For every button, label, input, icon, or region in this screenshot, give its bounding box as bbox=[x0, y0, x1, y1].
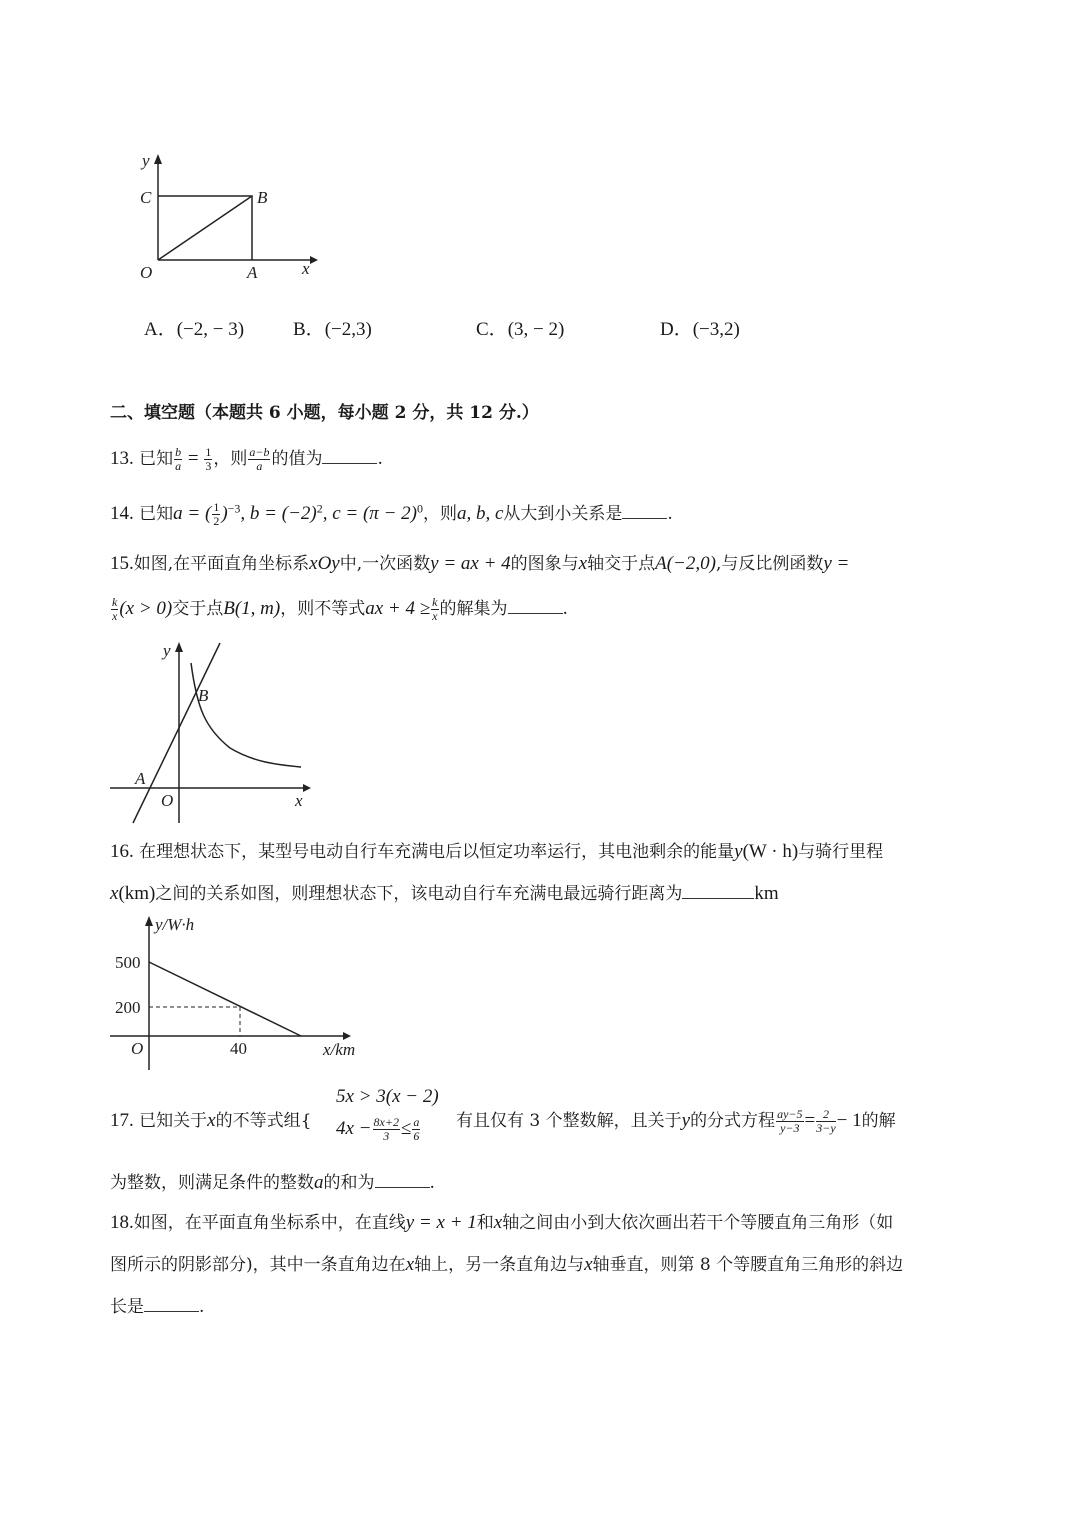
math: ax + 4 ≥ bbox=[365, 598, 431, 619]
num: ay−5 bbox=[777, 1107, 803, 1121]
question-13 bbox=[110, 444, 383, 473]
den: 3 bbox=[383, 1129, 390, 1143]
math: y = bbox=[823, 553, 850, 574]
text: 已知 bbox=[139, 449, 174, 469]
question-number: 15. bbox=[110, 553, 134, 574]
label-y: y bbox=[142, 151, 150, 170]
option-key: B． bbox=[293, 319, 325, 340]
question-number: 14. bbox=[110, 503, 134, 524]
text: 如图，在平面直角坐标系中，在直线 bbox=[133, 1213, 406, 1233]
text: 在理想状态下，某型号电动自行车充满电后以恒定功率运行，其电池剩余的能量 bbox=[139, 842, 735, 862]
label-b: B bbox=[198, 686, 209, 705]
text: ，则 bbox=[422, 504, 457, 524]
math: (x > 0) bbox=[119, 598, 173, 619]
option-key: A． bbox=[144, 319, 177, 340]
question-number: 17. bbox=[110, 1110, 134, 1131]
question-17-line2 bbox=[110, 1168, 435, 1194]
option-b[interactable] bbox=[293, 314, 372, 341]
math: A(−2,0) bbox=[655, 553, 716, 574]
math: B(1, m) bbox=[223, 598, 281, 619]
text: 长是 bbox=[110, 1297, 144, 1317]
option-c[interactable] bbox=[476, 314, 564, 341]
math: y bbox=[681, 1110, 691, 1131]
option-value: (−3,2) bbox=[692, 319, 740, 340]
text: 轴垂直，则第 8 个等腰直角三角形的斜边 bbox=[592, 1255, 904, 1275]
question-14 bbox=[110, 499, 673, 528]
text: 的解集为 bbox=[439, 599, 508, 619]
text: ，则 bbox=[213, 449, 248, 469]
fraction bbox=[412, 1116, 420, 1143]
text: 已知 bbox=[139, 504, 174, 524]
den: x bbox=[432, 609, 438, 623]
fraction bbox=[816, 1108, 835, 1135]
math: y = x + 1 bbox=[405, 1212, 477, 1233]
text: . bbox=[377, 449, 383, 469]
y-axis-label: y/W·h bbox=[155, 915, 195, 934]
text: 图所示的阴影部分)，其中一条直角边在 bbox=[110, 1255, 406, 1275]
text: 的分式方程 bbox=[690, 1111, 776, 1131]
num: a bbox=[413, 1115, 420, 1129]
math: y bbox=[734, 841, 743, 862]
question-number: 18. bbox=[110, 1212, 134, 1233]
math: xOy bbox=[309, 553, 340, 574]
text: 的值为 bbox=[271, 449, 323, 469]
math: ≤ bbox=[400, 1118, 412, 1139]
answer-blank[interactable] bbox=[682, 884, 754, 899]
math: , c = (π − 2) bbox=[322, 503, 417, 524]
answer-blank[interactable] bbox=[144, 1297, 199, 1312]
num: 1 bbox=[213, 500, 220, 514]
fraction bbox=[204, 446, 212, 473]
text: 有且仅有 3 个整数解，且关于 bbox=[456, 1111, 682, 1131]
tick-500: 500 bbox=[115, 953, 141, 972]
label-a: A bbox=[135, 769, 146, 788]
question-number: 13. bbox=[110, 448, 134, 469]
text: 与骑行里程 bbox=[798, 842, 884, 862]
num: k bbox=[112, 595, 118, 609]
fraction bbox=[174, 446, 182, 473]
math: x bbox=[405, 1254, 415, 1275]
math: x bbox=[584, 1254, 593, 1275]
inequality-1: 5x > 3(x − 2) bbox=[336, 1086, 439, 1107]
label-c: C bbox=[140, 188, 152, 207]
fraction bbox=[248, 446, 270, 473]
question-18-line1 bbox=[110, 1208, 893, 1234]
num: k bbox=[432, 595, 438, 609]
den: x bbox=[112, 609, 118, 623]
question-16-line1 bbox=[110, 837, 883, 863]
text: ,与反比例函数 bbox=[715, 554, 824, 574]
label-x: x bbox=[302, 259, 310, 278]
question-18-line2 bbox=[110, 1250, 903, 1276]
answer-blank[interactable] bbox=[508, 599, 563, 614]
text: 的图象与 bbox=[510, 554, 579, 574]
unit: km bbox=[754, 883, 779, 904]
math: a, b, c bbox=[456, 503, 504, 524]
option-value: (3, − 2) bbox=[507, 319, 565, 340]
math: , b = (−2) bbox=[240, 503, 317, 524]
math: x bbox=[578, 553, 588, 574]
figure-rectangle-oabc bbox=[110, 148, 340, 288]
question-18-line3 bbox=[110, 1292, 204, 1317]
x-axis-label: x/km bbox=[323, 1040, 356, 1059]
den: 3−y bbox=[816, 1121, 836, 1135]
fraction bbox=[111, 596, 118, 623]
text: 交于点 bbox=[172, 599, 224, 619]
math: − 1 bbox=[836, 1110, 862, 1131]
text: 的不等式组{ bbox=[215, 1111, 312, 1131]
label-o: O bbox=[161, 791, 174, 810]
label-a: A bbox=[247, 263, 258, 282]
option-d[interactable] bbox=[660, 314, 740, 341]
num: 2 bbox=[816, 1108, 835, 1122]
text: . bbox=[199, 1297, 205, 1317]
text: 的解 bbox=[861, 1111, 896, 1131]
question-16-line2 bbox=[110, 879, 779, 905]
unit: (km) bbox=[118, 883, 156, 904]
tick-200: 200 bbox=[115, 998, 141, 1017]
math: x bbox=[110, 883, 119, 904]
fraction bbox=[431, 596, 438, 623]
answer-blank[interactable] bbox=[375, 1173, 430, 1188]
math: = bbox=[804, 1110, 816, 1131]
text: 中,一次函数 bbox=[339, 554, 431, 574]
section-heading: 二、填空题（本题共 6 小题，每小题 2 分，共 12 分.） bbox=[110, 403, 539, 423]
fraction bbox=[776, 1108, 803, 1135]
label-y: y bbox=[163, 641, 171, 660]
unit: (W · h) bbox=[742, 841, 799, 862]
text: 已知关于 bbox=[139, 1111, 208, 1131]
math: a = ( bbox=[173, 503, 212, 524]
text: . bbox=[562, 599, 568, 619]
label-x: x bbox=[295, 791, 303, 810]
text: = bbox=[183, 448, 204, 469]
den: a bbox=[256, 459, 263, 473]
exponent: −3 bbox=[227, 501, 241, 516]
question-number: 16. bbox=[110, 841, 134, 862]
figure-q16-energy-graph bbox=[105, 910, 375, 1075]
num: 8x+2 bbox=[373, 1115, 399, 1129]
fraction bbox=[373, 1116, 400, 1143]
tick-40: 40 bbox=[230, 1039, 247, 1058]
math: ) bbox=[221, 503, 228, 524]
text: . bbox=[429, 1173, 435, 1193]
den: 3 bbox=[205, 459, 212, 473]
math: x bbox=[207, 1110, 216, 1131]
answer-blank[interactable] bbox=[322, 449, 377, 464]
label-b: B bbox=[257, 188, 268, 207]
math: y = ax + 4 bbox=[430, 553, 511, 574]
option-a[interactable] bbox=[144, 314, 244, 341]
fraction bbox=[212, 501, 220, 528]
text: 从大到小关系是 bbox=[503, 504, 623, 524]
exponent: 2 bbox=[316, 501, 323, 516]
text: 之间的关系如图，则理想状态下，该电动自行车充满电最远骑行距离为 bbox=[155, 884, 683, 904]
den: y−3 bbox=[780, 1121, 800, 1135]
label-o: O bbox=[140, 263, 153, 282]
num: 1 bbox=[205, 445, 212, 459]
math: x bbox=[493, 1212, 503, 1233]
text: 和 bbox=[476, 1213, 494, 1233]
text: 的和为 bbox=[323, 1173, 375, 1193]
text: 为整数，则满足条件的整数 bbox=[110, 1173, 314, 1193]
den: 2 bbox=[213, 514, 220, 528]
math: 4x − bbox=[336, 1118, 372, 1139]
den: a bbox=[175, 459, 182, 473]
inequality-2 bbox=[336, 1116, 421, 1143]
option-value: (−2, − 3) bbox=[176, 319, 245, 340]
option-value: (−2,3) bbox=[324, 319, 372, 340]
text: 轴交于点 bbox=[587, 554, 656, 574]
text: . bbox=[667, 504, 673, 524]
text: 如图,在平面直角坐标系 bbox=[133, 554, 310, 574]
label-o: O bbox=[131, 1039, 144, 1058]
text: 轴上，另一条直角边与 bbox=[414, 1255, 585, 1275]
exponent: 0 bbox=[416, 501, 423, 516]
text: 轴之间由小到大依次画出若干个等腰直角三角形（如 bbox=[502, 1213, 894, 1233]
figure-q15-graph bbox=[105, 638, 325, 828]
num: b bbox=[175, 445, 182, 459]
option-key: C． bbox=[476, 319, 508, 340]
math: a bbox=[314, 1172, 324, 1193]
question-15-line1 bbox=[110, 549, 849, 575]
answer-blank[interactable] bbox=[622, 504, 667, 519]
option-key: D． bbox=[660, 319, 693, 340]
question-15-line2 bbox=[110, 594, 568, 623]
text: ，则不等式 bbox=[280, 599, 366, 619]
num: a−b bbox=[249, 445, 270, 459]
den: 6 bbox=[413, 1129, 420, 1143]
